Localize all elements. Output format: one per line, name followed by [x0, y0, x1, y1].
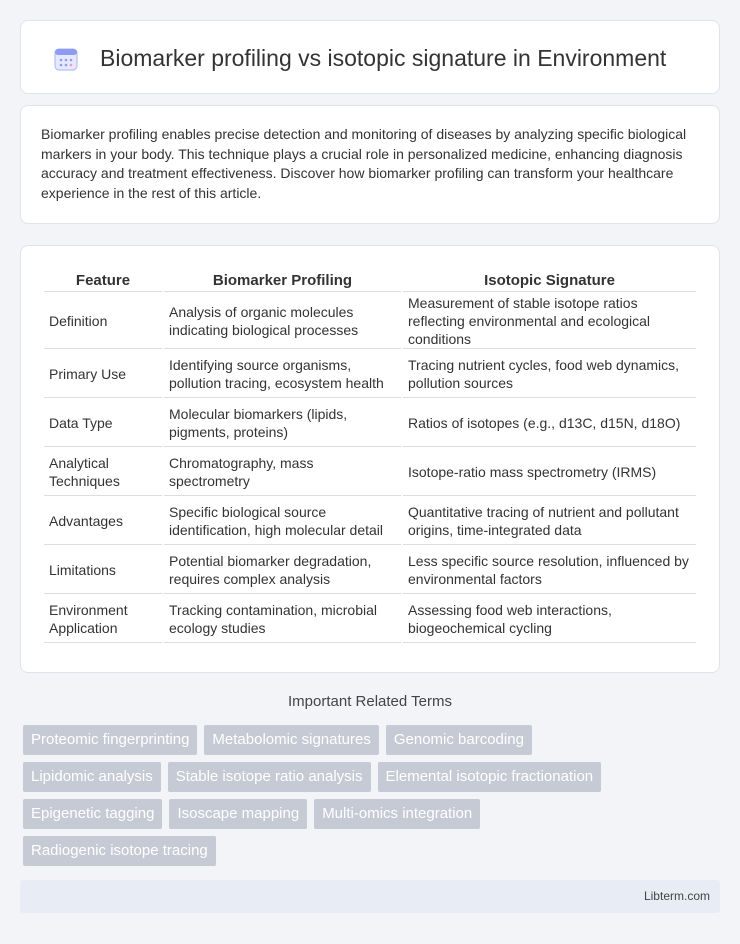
column-header-feature: Feature [44, 268, 162, 292]
table-row [44, 498, 696, 545]
isotopic-cell: Assessing food web interactions, biogeochemical cycling [403, 596, 696, 643]
related-terms-list [23, 725, 723, 873]
related-terms-heading: Important Related Terms [288, 693, 452, 710]
column-header-isotopic: Isotopic Signature [403, 268, 696, 292]
related-term-tag[interactable]: Elemental isotopic fractionation [378, 762, 602, 792]
related-term-tag[interactable]: Lipidomic analysis [23, 762, 161, 792]
intro-text: Biomarker profiling enables precise detection and monitoring of diseases by analyzing specific biological markers in your body. This technique plays a crucial role in personalized medicine, enhancing diagnosis accuracy and treatment effectiveness. Discover how biomarker profiling can transform your healthcare experience in the rest of this article. [41, 126, 687, 201]
related-term-tag[interactable]: Genomic barcoding [386, 725, 532, 755]
related-term-tag[interactable]: Proteomic fingerprinting [23, 725, 197, 755]
biomarker-cell: Identifying source organisms, pollution tracing, ecosystem health [164, 351, 401, 398]
comparison-table-card [20, 245, 720, 673]
feature-cell: Primary Use [44, 351, 162, 398]
biomarker-cell: Molecular biomarkers (lipids, pigments, proteins) [164, 400, 401, 447]
isotopic-cell: Ratios of isotopes (e.g., d13C, d15N, d18O) [403, 400, 696, 447]
biomarker-cell: Analysis of organic molecules indicating biological processes [164, 294, 401, 349]
isotopic-cell: Isotope-ratio mass spectrometry (IRMS) [403, 449, 696, 496]
feature-cell: Analytical Techniques [44, 449, 162, 496]
related-term-tag[interactable]: Isoscape mapping [169, 799, 307, 829]
page-title: Biomarker profiling vs isotopic signature in Environment [100, 45, 667, 71]
related-term-tag[interactable]: Stable isotope ratio analysis [168, 762, 371, 792]
related-term-tag[interactable]: Multi-omics integration [314, 799, 480, 829]
related-term-tag[interactable]: Radiogenic isotope tracing [23, 836, 216, 866]
table-row [44, 351, 696, 398]
calendar-icon [52, 45, 80, 73]
intro-card [20, 105, 720, 224]
isotopic-cell: Quantitative tracing of nutrient and pollutant origins, time-integrated data [403, 498, 696, 545]
tag-row [23, 725, 723, 755]
table-row [44, 400, 696, 447]
column-header-biomarker: Biomarker Profiling [164, 268, 401, 292]
feature-cell: Advantages [44, 498, 162, 545]
related-term-tag[interactable]: Epigenetic tagging [23, 799, 162, 829]
footer [20, 880, 720, 913]
feature-cell: Limitations [44, 547, 162, 594]
tag-row [23, 762, 723, 792]
biomarker-cell: Chromatography, mass spectrometry [164, 449, 401, 496]
feature-cell: Definition [44, 294, 162, 349]
isotopic-cell: Less specific source resolution, influenced by environmental factors [403, 547, 696, 594]
biomarker-cell: Specific biological source identification, high molecular detail [164, 498, 401, 545]
table-row [44, 596, 696, 643]
feature-cell: Data Type [44, 400, 162, 447]
feature-cell: Environment Application [44, 596, 162, 643]
isotopic-cell: Measurement of stable isotope ratios reflecting environmental and ecological conditions [403, 294, 696, 349]
related-term-tag[interactable]: Metabolomic signatures [204, 725, 378, 755]
biomarker-cell: Potential biomarker degradation, requires complex analysis [164, 547, 401, 594]
title-card [20, 20, 720, 94]
comparison-table [42, 266, 698, 645]
table-row [44, 449, 696, 496]
tag-row [23, 799, 723, 829]
table-row [44, 294, 696, 349]
biomarker-cell: Tracking contamination, microbial ecology studies [164, 596, 401, 643]
isotopic-cell: Tracing nutrient cycles, food web dynamics, pollution sources [403, 351, 696, 398]
table-row [44, 547, 696, 594]
table-header-row [44, 268, 696, 292]
tag-row [23, 836, 723, 866]
footer-site-link[interactable]: Libterm.com [643, 889, 710, 903]
